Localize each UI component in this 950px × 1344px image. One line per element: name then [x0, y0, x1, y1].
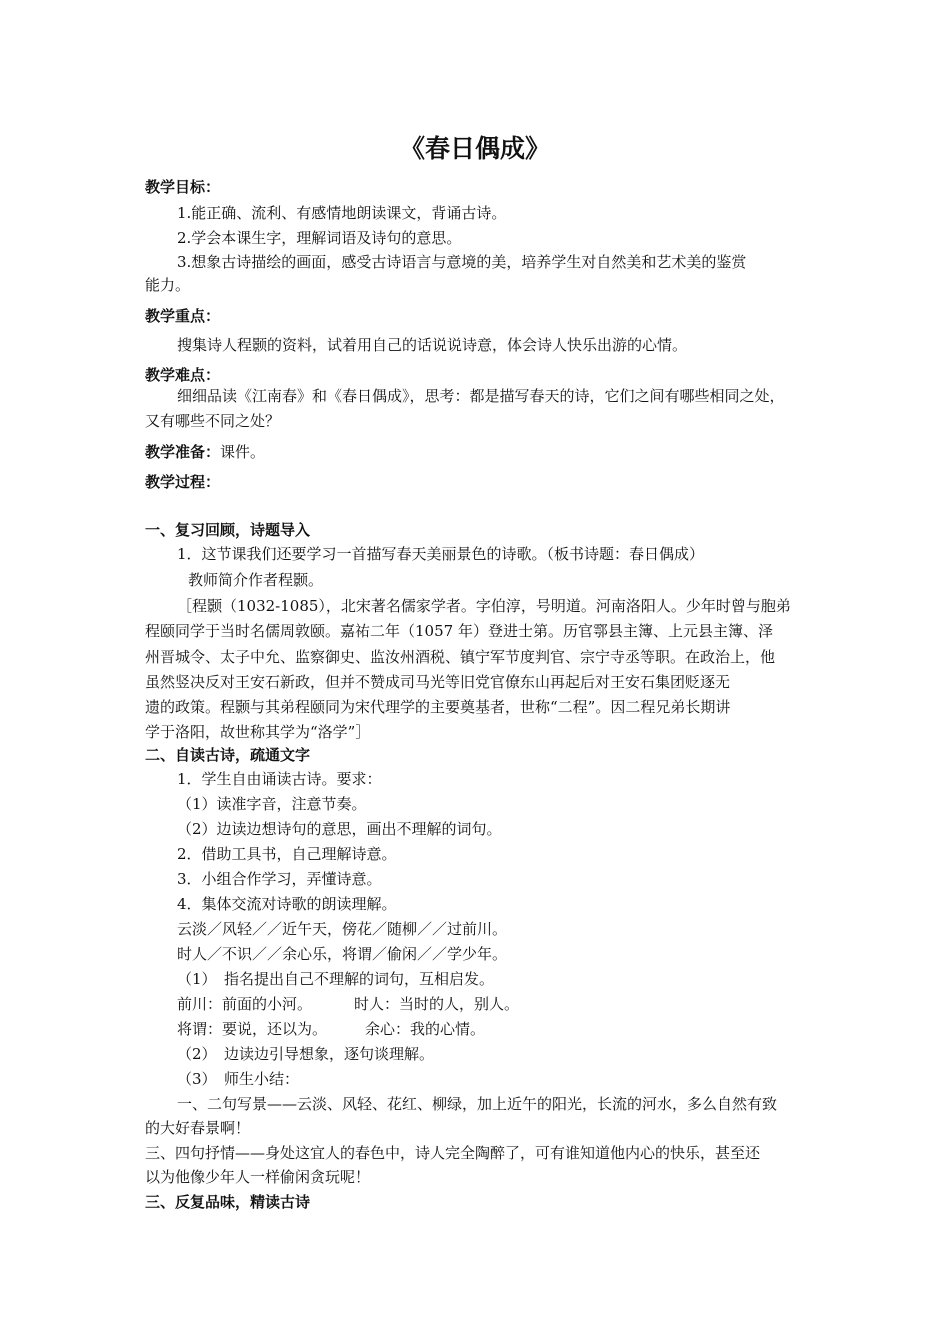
section-2-line: 1．学生自由诵读古诗。要求：: [177, 770, 382, 788]
section-2-line: （2）边读边想诗句的意思，画出不理解的词句。: [177, 820, 502, 838]
author-bio-line: ［程颢（1032-1085），北宋著名儒家学者。字伯淳，号明道。河南洛阳人。少年时曾与胞弟: [177, 597, 791, 615]
process-heading: 教学过程：: [145, 473, 221, 491]
section-1-line: 1．这节课我们还要学习一首描写春天美丽景色的诗歌。（板书诗题：春日偶成）: [177, 545, 705, 563]
author-bio-line: 州晋城令、太子中允、监察御史、监汝州酒税、镇宁军节度判官、宗宁寺丞等职。在政治上，他: [145, 648, 776, 666]
difficulties-text: 细细品读《江南春》和《春日偶成》，思考：都是描写春天的诗，它们之间有哪些相同之处，: [177, 387, 785, 405]
section-2-line: （2） 边读边引导想象，逐句谈理解。: [177, 1045, 435, 1063]
document-title: 《春日偶成》: [399, 134, 550, 163]
poem-line: 云淡／风轻／／近午天，傍花／随柳／／过前川。: [177, 920, 508, 938]
author-bio-line: 程颐同学于当时名儒周敦颐。嘉祐二年（1057 年）登进士第。历官鄠县主簿、上元县主簿、泽: [145, 622, 773, 640]
section-2-line: 4．集体交流对诗歌的朗读理解。: [177, 895, 397, 913]
difficulties-heading: 教学难点：: [145, 366, 221, 384]
section-2-line: （3） 师生小结：: [177, 1070, 300, 1088]
section-2-line: 3．小组合作学习，弄懂诗意。: [177, 870, 382, 888]
section-3-heading: 三、反复品味，精读古诗: [145, 1193, 311, 1211]
glossary-entry: 时人：当时的人，别人。: [354, 995, 520, 1013]
objective-item-continued: 能力。: [145, 276, 191, 294]
section-2-line: 2．借助工具书，自己理解诗意。: [177, 845, 397, 863]
summary-line: 一、二句写景——云淡、风轻、花红、柳绿，加上近午的阳光，长流的河水，多么自然有致: [177, 1095, 778, 1113]
summary-line: 以为他像少年人一样偷闲贪玩呢！: [145, 1168, 371, 1186]
glossary-entry: 前川：前面的小河。: [177, 995, 313, 1013]
section-1-line: 教师简介作者程颢。: [188, 571, 324, 589]
poem-line: 时人／不识／／余心乐，将谓／偷闲／／学少年。: [177, 945, 508, 963]
glossary-entry: 将谓：要说，还以为。: [177, 1020, 328, 1038]
objectives-heading: 教学目标：: [145, 178, 221, 196]
difficulties-text-continued: 又有哪些不同之处？: [145, 412, 281, 430]
preparation-heading: 教学准备：: [145, 443, 221, 461]
glossary-row: [177, 993, 857, 1015]
key-points-text: 搜集诗人程颢的资料，试着用自己的话说说诗意，体会诗人快乐出游的心情。: [177, 336, 688, 354]
glossary-row: [177, 1018, 857, 1040]
author-bio-line: 遗的政策。程颢与其弟程颐同为宋代理学的主要奠基者，世称“二程”。因二程兄弟长期讲: [145, 698, 731, 716]
section-1-heading: 一、复习回顾，诗题导入: [145, 521, 311, 539]
preparation-text: 课件。: [220, 443, 266, 461]
glossary-entry: 余心：我的心情。: [365, 1020, 486, 1038]
author-bio-line: 学于洛阳，故世称其学为“洛学”］: [145, 723, 371, 741]
preparation-line: [145, 441, 825, 463]
section-2-line: （1）读准字音，注意节奏。: [177, 795, 367, 813]
section-2-line: （1） 指名提出自己不理解的词句，互相启发。: [177, 970, 495, 988]
objective-item: 2.学会本课生字，理解词语及诗句的意思。: [177, 229, 462, 247]
objective-item: 1.能正确、流利、有感情地朗读课文，背诵古诗。: [177, 204, 507, 222]
objective-item: 3.想象古诗描绘的画面，感受古诗语言与意境的美，培养学生对自然美和艺术美的鉴赏: [177, 253, 747, 271]
key-points-heading: 教学重点：: [145, 307, 221, 325]
summary-line: 的大好春景啊！: [145, 1119, 251, 1137]
summary-line: 三、四句抒情——身处这宜人的春色中，诗人完全陶醉了，可有谁知道他内心的快乐，甚至还: [145, 1144, 761, 1162]
author-bio-line: 虽然竖决反对王安石新政，但并不赞成司马光等旧党官僚东山再起后对王安石集团贬逐无: [145, 673, 731, 691]
section-2-heading: 二、自读古诗，疏通文字: [145, 746, 311, 764]
